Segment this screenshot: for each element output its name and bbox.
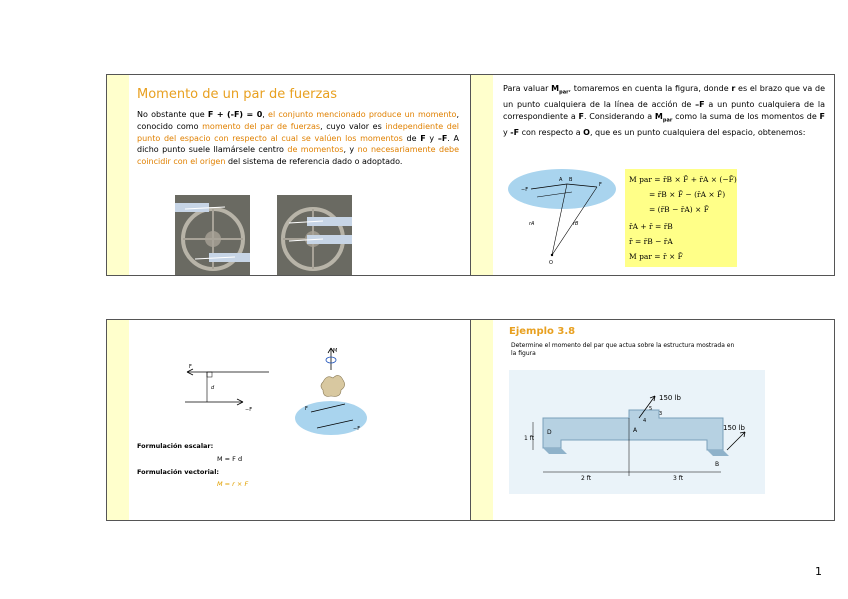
svg-text:rA: rA — [529, 221, 535, 227]
equation: M par = r̄B × F̄ + r̄A × (−F̄) — [629, 175, 737, 184]
svg-text:F: F — [305, 406, 308, 412]
vector-equation: M = r × F — [217, 480, 249, 488]
wheel-photo-2 — [277, 195, 352, 275]
slide-title: Momento de un par de fuerzas — [137, 87, 338, 102]
structure-figure — [509, 370, 765, 494]
svg-text:2 ft: 2 ft — [581, 475, 592, 482]
slide-title: Ejemplo 3.8 — [509, 326, 576, 337]
svg-text:150 lb: 150 lb — [723, 424, 745, 432]
svg-text:M: M — [333, 348, 338, 354]
slide-3 — [106, 319, 471, 521]
svg-text:−F: −F — [245, 407, 253, 413]
svg-text:F: F — [189, 364, 192, 370]
slide-4 — [470, 319, 835, 521]
slide-paragraph: Para valuar $M_{par}$, tomaremos en cuenta la figura, donde r es el brazo que va de un punto cualquiera de la línea de acción de –F a un punto cualquiera de la correspondiente a F. Considerando a $M_{par}$ como la suma de los momentos de F y -F con respecto a O, que es un punto cualquiera del espacio, obtenemos: — [503, 84, 826, 137]
equation: r̄A + r̄ = r̄B — [629, 222, 673, 231]
page-number: 1 — [815, 565, 822, 578]
slide-paragraph: No obstante que F + (-F) = 0, el conjunto mencionado produce un momento, conocido como momento del par de fuerzas, cuyo valor es independiente del punto del espacio con respecto al cual se valúen los momentos de F y –F. A dicho punto suele llamársele centro de momentos, y no necesariamente debe coincidir con el origen del sistema de referencia dado o adoptado. — [137, 110, 460, 167]
svg-text:B: B — [715, 461, 720, 468]
svg-text:A: A — [559, 177, 563, 183]
svg-text:−F: −F — [353, 426, 361, 432]
slide-1 — [106, 74, 471, 276]
slide-stripe — [471, 75, 493, 275]
vector-label: Formulación vectorial: — [137, 468, 220, 476]
couple-vector-diagram — [507, 167, 623, 267]
svg-text:F: F — [599, 182, 602, 188]
svg-text:A: A — [633, 427, 638, 434]
wheel-photo-1 — [175, 195, 250, 275]
equation: M par = r̄ × F̄ — [629, 252, 683, 261]
slide-stripe — [471, 320, 493, 520]
svg-text:O: O — [549, 260, 553, 266]
couple-moment-diagram — [293, 346, 373, 438]
force-couple-diagram — [185, 362, 275, 414]
svg-text:150 lb: 150 lb — [659, 394, 681, 402]
scalar-equation: M = F d — [217, 455, 243, 463]
slide-stripe — [107, 320, 129, 520]
slide-2 — [470, 74, 835, 276]
svg-text:1 ft: 1 ft — [524, 435, 535, 442]
svg-text:3: 3 — [659, 411, 663, 417]
equations-box — [625, 169, 737, 267]
equation: = (r̄B − r̄A) × F̄ — [649, 205, 709, 214]
scalar-label: Formulación escalar: — [137, 442, 214, 450]
svg-text:5: 5 — [649, 406, 653, 412]
svg-text:D: D — [547, 429, 552, 436]
slide-stripe — [107, 75, 129, 275]
slide-description: Determine el momento del par que actua sobre la estructura mostrada en la figura — [511, 342, 735, 357]
equation: = r̄B × F̄ − (r̄A × F̄) — [649, 190, 726, 199]
equation: r̄ = r̄B − r̄A — [629, 237, 673, 246]
svg-text:rB: rB — [573, 221, 579, 227]
svg-text:−F: −F — [521, 187, 529, 193]
svg-text:d: d — [211, 385, 215, 391]
svg-text:4: 4 — [643, 418, 647, 424]
svg-text:B: B — [569, 177, 573, 183]
svg-text:3 ft: 3 ft — [673, 475, 684, 482]
